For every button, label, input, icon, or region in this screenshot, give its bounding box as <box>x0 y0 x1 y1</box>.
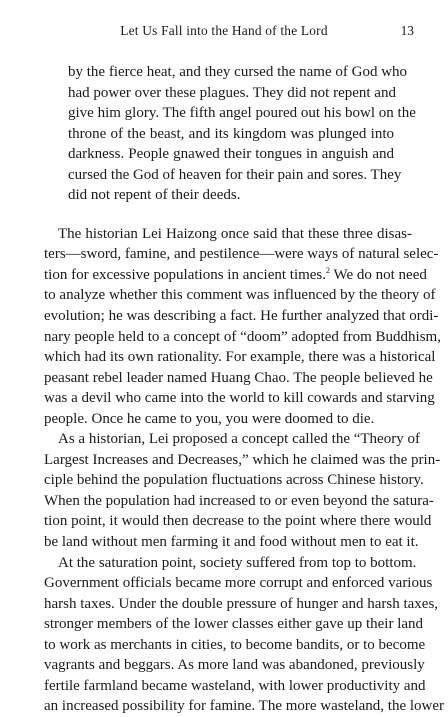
quote-line: darkness. People gnawed their tongues in anguish and <box>68 146 394 163</box>
paragraph-line: ters—sword, famine, and pestilence—were ways of natural selec- <box>44 246 439 263</box>
quote-line: give him glory. The fifth angel poured out his bowl on the <box>68 105 416 122</box>
page-number: 13 <box>400 23 414 38</box>
body-text <box>44 62 445 717</box>
paragraph-line: which had its own rationality. For example, there was a historical <box>44 349 436 366</box>
paragraph-line: peasant rebel leader named Huang Chao. The people believed he <box>44 369 433 386</box>
footnote-marker[interactable]: 2 <box>326 265 331 275</box>
paragraph-line: be land without men farming it and food without men to eat it. <box>44 534 419 551</box>
paragraph-line: was a devil who came into the world to kill cowards and starving <box>44 390 435 407</box>
paragraph-line: people. Once he came to you, you were doomed to die. <box>44 410 375 427</box>
quote-line: cursed the God of heaven for their pain and sores. They <box>68 166 402 183</box>
running-title: Let Us Fall into the Hand of the Lord <box>120 23 328 38</box>
block-quote <box>44 62 416 206</box>
running-head <box>0 22 448 40</box>
paragraph-line: At the saturation point, society suffered from top to bottom. <box>58 554 417 571</box>
paragraph-line: ciple behind the population fluctuations across Chinese history. <box>44 472 424 489</box>
paragraph <box>44 429 441 552</box>
quote-line: did not repent of their deeds. <box>68 187 241 204</box>
line-text: tion for excessive populations in ancient times. <box>44 266 327 283</box>
paragraph-line: harsh taxes. Under the double pressure of hunger and harsh taxes, <box>44 595 439 612</box>
paragraph-line: When the population had increased to or even beyond the satura- <box>44 492 434 509</box>
paragraph-line: Largest Increases and Decreases,” which he claimed was the prin- <box>44 451 441 468</box>
paragraph-line: to analyze whether this comment was influenced by the theory of <box>44 287 436 304</box>
paragraph-line: stronger members of the lower classes either gave up their land <box>44 616 424 633</box>
paragraph <box>44 553 445 717</box>
quote-line: throne of the beast, and its kingdom was plunged into <box>68 125 394 142</box>
line-text: We do not need <box>330 266 427 283</box>
paragraph-line: an increased possibility for famine. The more wasteland, the lower <box>44 698 445 715</box>
paragraph <box>44 224 441 429</box>
paragraph-line <box>44 265 427 286</box>
paragraph-line: As a historian, Lei proposed a concept called the “Theory of <box>58 431 420 448</box>
paragraph-line: Government officials became more corrupt and enforced various <box>44 575 433 592</box>
paragraph-gap <box>44 206 412 224</box>
quote-line: by the fierce heat, and they cursed the name of God who <box>68 64 408 80</box>
paragraph-line: to work as merchants in cities, to become bandits, or to become <box>44 636 426 653</box>
paragraph-line: fertile farmland became wasteland, with lower productivity and <box>44 677 426 694</box>
paragraph-line: nary people held to a concept of “doom” adopted from Buddhism, <box>44 328 441 345</box>
quote-line: had power over these plagues. They did not repent and <box>68 84 396 101</box>
paragraph-line: tion point, it would then decrease to the point where there would <box>44 513 432 530</box>
paragraph-line: vagrants and beggars. As more land was abandoned, previously <box>44 657 425 674</box>
paragraph-line: The historian Lei Haizong once said that these three disas- <box>58 225 412 242</box>
paragraph-line: evolution; he was describing a fact. He further analyzed that ordi- <box>44 308 439 325</box>
